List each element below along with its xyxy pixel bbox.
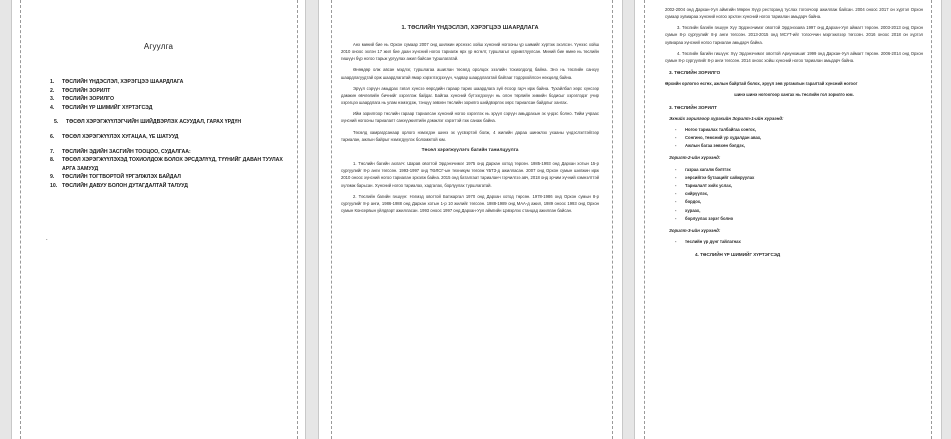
toc-text: ТӨСЛИЙН ЗОРИЛГО [62,96,115,103]
right-margin-guide [297,0,298,439]
toc-text: ТӨСӨЛ ХЭРЭГЖҮҮЛЭГЧИЙН ШИЙДВЭРЛЭХ АСУУДАЛ, ГАРАХ ҮРДҮН [66,119,242,126]
toc-text: ТӨСЛИЙН ЭДИЙН ЗАСГИЙН ТООЦОО, СУДАЛГАА: [62,148,191,155]
right-margin-guide [612,0,613,439]
toc-number: 5. [54,119,59,126]
goal-text: Өрхийн орлогоо өсгөх, ажлын байртай болох, эрүүл зөв ургамлын гаралтай хүнсний ногоог [665,81,858,87]
toc-text: ТӨСЛИЙН ТОГТВОРТОЙ ҮРГЭЛЖЛЭХ БАЙДАЛ [62,174,181,181]
document-page-2 [318,0,623,439]
body-paragraph: Ийм зорилгоор төслийн гараар тариалсан хүнсний ногоо хэрэглэх нь эрүүл сэрүүн амьдрахын эх үндэс болно. Тийм учраас хүнсний ногооны тариалалт санхүүжилтийн дэмжлэг хэрэгтэй гэж санаж байна. [341,111,599,124]
section-heading-1: 1. ТӨСЛИЙН ҮНДЭСЛЭЛ, ХЭРЭГЦЭЭ ШААРДЛАГА [401,25,539,31]
team-subheading: Төсөл хэрэгжүүлэгч багийн танилцуулга [421,147,519,153]
task-3-label: Зорилт-3-ийн хүрээнд: [669,228,721,234]
toc-number: 8. [50,157,55,164]
left-margin-guide [331,0,332,439]
body-paragraph: 2002-2004 онд Дархан-Уул аймгийн Мөрөн Хүүр ресторанд туслах тогоочоор ажиллаж байсан. 2004 оноос 2017 он хүртэл Орхон сумаар хувиараа хүнсний ногоо эрхлэн хүнсний ногоо тариалан амьдарч байна. [665,7,923,20]
toc-number: 6. [50,133,55,140]
stray-mark: . [46,236,48,242]
left-margin-guide [20,0,21,439]
page-2-text [341,25,599,218]
toc-text: ТӨСЛИЙН ҮР ШИМИЙГ ХҮРТЭГСЭД [62,104,153,111]
toc-text: ТӨСӨЛ ХЭРЭГЖҮҮЛЭХЭД ТОХИОЛДОЖ БОЛОХ ЭРСДЭЛҮҮД, ТҮҮНИЙГ ДАВАН ТУУЛАХ АРГА ЗАМУУД [62,157,283,172]
toc-number: 2. [50,87,55,94]
task-1-label: Эхнийх зорилгоор хүрэхийн Зорилт-1-ийн хүрээнд: [669,115,784,121]
task-2-label: Зорилт-2-ийн хүрээнд: [669,155,721,161]
team-member-paragraph: 4. Төслийн багийн гишүүн: Хүү Эрдэнэчимэг овогтой Ариунхишиг 1999 онд Дархан-Уул аймагт төрсөн. 2006-2014 онд Орхон сумын 8-р сургуулийг 8-р анги төгссөн. 2014 оноос хойш хүнсний ногоо тариалан амьдарч байна. [665,50,923,63]
toc-text: ТӨСЛИЙН ДАВУУ БОЛОН ДУТАГДАЛТАЙ ТАЛУУД [62,182,188,189]
body-paragraph: Эрүүл сэрүүн амьдрах гэвэл хүнсээ өөрсдийн гараар тарих шаардлага зүй ёсоор гарч ирж байна. Тухайлбал хөрс хүнсээр дамжин өвчлөлийн бичнийг хэрэглэж байдаг. Байгаа хүнсний бүтээгдэхүүн нь олон төрлийн химийн бодисыг хэрэглэдэг учир хэрэгцээ шаардлага нь улам нэмэгдэж, тэнцүү зөвхөн төслийн зорилго шийдвэрлэх хөрс тариалсан байдлыг хангах. [341,85,599,106]
toc-item[interactable] [50,87,296,96]
toc-number: 3. [50,96,55,103]
right-margin-guide [931,0,932,439]
table-of-contents [50,78,296,191]
toc-item[interactable] [50,133,296,142]
task-2-list [675,166,923,223]
toc-item[interactable] [54,118,296,127]
toc-title: Агуулга [143,42,174,51]
toc-text: ТӨСӨЛ ХЭРЭГЖҮҮЛЭХ ХУГАЦАА, ҮЕ ШАТУУД [62,133,179,140]
toc-number: 10. [50,182,58,189]
list-item: - бордох, [675,199,702,205]
toc-item[interactable] [50,104,296,113]
team-member-paragraph: 3. Төслийн багийн гишүүн Хүү Эрдэнэчимэг овогтой Эрдэнэзаяа 1997 онд Дархан-Уул аймагт төрсөн. 2003-2013 онд Орхон сумын 8-р сургуулийг 8-р анги төгссөн. 2013-2015 онд МСҮТ-ийг тогооччин мэргэжлээр төгссөн. 2016 оноос 2018 он хүртэл хувиараа хүнсний ногоо тариалан амьдарч байна. [665,25,923,45]
list-item: - сийрүүлэх, [675,191,709,197]
toc-number: 4. [50,104,55,111]
body-paragraph: Өнөөдөр олж авсан мэдлэг, туршлагаа ашиглан төсөлд оролцох зээлийн тохиолдолд байна. Энэ нь төслийн санхүү шаардлагуудтай орж шаардлагатай ямар хэрэглэгдэхүүн, чадвар шаардлагатай байгааг тодорхойлсон нөхцөлд байна. [341,67,599,80]
toc-number: 7. [50,148,55,155]
section-heading-goal: 3. ТӨСЛИЙН ЗОРИЛГО [669,70,721,76]
toc-item[interactable] [50,173,296,182]
section-heading-beneficiaries: 4. ТӨСЛИЙН ҮР ШИМИЙГ ХҮРТЭГСЭД [695,252,781,258]
task-3-list [675,238,923,246]
team-member-paragraph: 1. Төслийн багийн ахлагч: Шарав овогтой Эрдэнэчимэг 1975 онд Дархан хотод төрсөн. 1985-1993 онд Дархан хотын 15-р сургуулийг 8-р анги төгссөн. 1993-1997 онд ТӨЛСГ-ын техникум төгсөж ҮБТЗ-д ажилласан. 2007 онд Орхон сумын шилжин ирж 2010 оноос хүнсний ногоо тариалан эрхэлж байна. 2015 онд баталгаат тариаланч гэрчилгээ авч, 2018 онд эрчим хүчний хэмнэлттэй хүлэмж барьсан. Хүнсний ногоо тариалах, хадгалах, борлуулах туршлагатай. [341,161,599,188]
toc-item[interactable] [50,78,296,87]
document-page-3 [634,0,942,439]
list-item: - борлуулах зэрэг болно [675,215,734,221]
list-item: - хөрсийгээ бутаацийг сайжруулах [675,174,755,180]
left-margin-guide [644,0,645,439]
body-paragraph: Төсөлд хамрагдсанаар орлого нэмэгдэн шинэ эх үүсвэртэй болж, 4 жилийн дараа шинжлэх ухааны үндэслэлтэйгээр тариалан, ажлын байрыг нэмэгдүүлэх боломжтой юм. [341,129,599,142]
goal-text-continued: шинэ шинэ ногоогоор хангах нь төслийн гол зорилго юм. [734,92,854,98]
list-item: - Тариалалт хийх услах, [675,183,733,189]
page-3-text [665,6,923,263]
list-item: - газраа хагалж бэлтгэх [675,166,731,172]
document-page-1 [11,0,306,439]
list-item: - төслийн үр дүнг тайлагнах [675,239,741,245]
body-paragraph: Анх миний бие нь Орхон сумаар 2007 онд шилжин ирснээс хойш хүнсний ногооны үр шимийг хүртэж эхэлсэн. Үүнээс хойш 2010 оноос эхлэн 17 жил бие даан хүнсний ногоо тариалж өрх үр өсгөлт, туршлагыг хуримтлуулсан. Миний бие өмнө нь төслийн гишүүн бүр ногоо тарьж ургуулах ажил байсан туршлагатай. [341,42,599,62]
toc-number: 9. [50,174,55,181]
toc-text: ТӨСЛИЙН ҮНДЭСЛЭЛ, ХЭРЭГЦЭЭ ШААРДЛАГА [62,79,184,85]
toc-item[interactable] [50,182,296,191]
list-item: - Ногоо тариалах талбайгаа сонгох, [675,126,756,132]
toc-item[interactable] [50,95,296,104]
toc-text: ТӨСЛИЙН ЗОРИЛТ [62,87,111,94]
list-item: - хураах, [675,207,701,213]
toc-item[interactable] [50,156,296,173]
task-1-list [675,126,923,151]
toc-item[interactable] [50,148,296,157]
section-heading-tasks: 3. ТӨСЛИЙН ЗОРИЛТ [669,104,717,110]
toc-number: 1. [50,79,55,85]
team-member-paragraph: 2. Төслийн багийн гишүүн: Нэгмэд овогтой Батжаргал 1970 онд Дархан хотод төрсөн. 1978-1986 онд Орхон сумын 8-р сургуулийг 8-р анги, 1986-1988 онд Дархан хотын 1-р 10 жилийг төгссөн. 1988-1989 онд МАА-д ажил, 1989 оноос 1993 онд Орхон сумын Консервын үйлдвэрт ажилласан. 1993 оноос 1997 онд Дархан-Уул аймгийн Цэвэрлэх станцад ажиллан байсан. [341,193,599,213]
list-item: - Сонгино, төмсний үр худалдан авах, [675,135,762,141]
list-item: - Ажлын багаа зөвхөн бэлдэх, [675,143,746,149]
